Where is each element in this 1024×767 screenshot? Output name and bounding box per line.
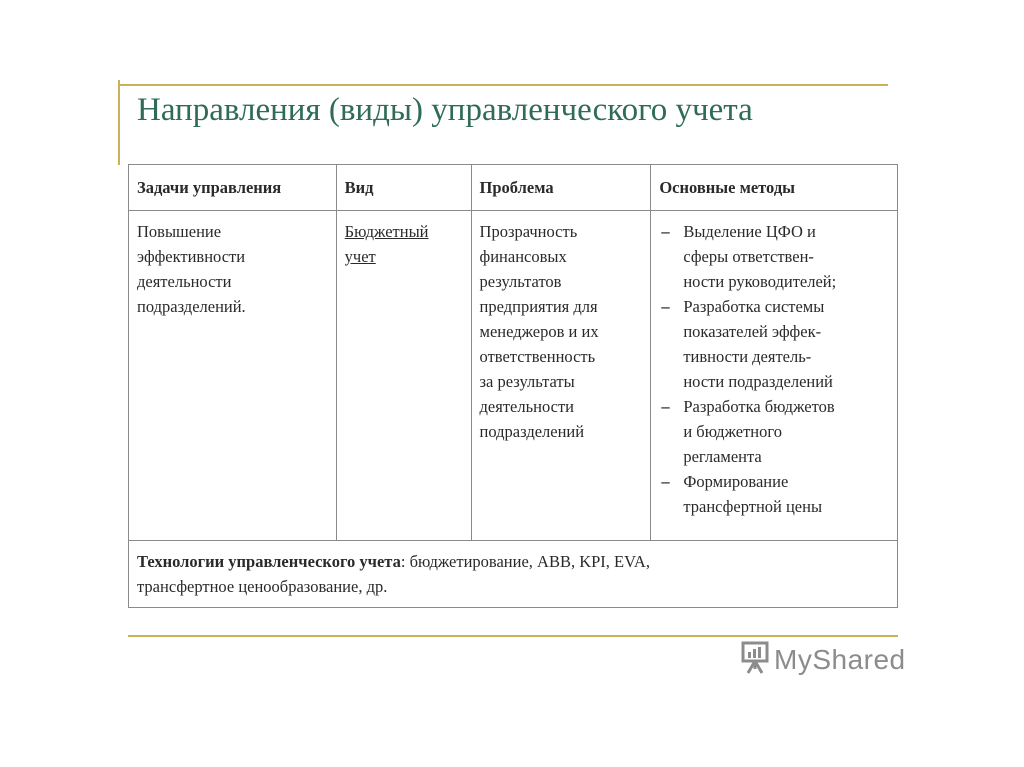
problem-line: предприятия для [479, 297, 598, 316]
accent-bottom-line [128, 635, 898, 637]
technologies-label: Технологии управленческого учета [137, 552, 401, 571]
method-line: регламента [683, 447, 762, 466]
technologies-text: : бюджетирование, ABB, KPI, EVA, [400, 552, 650, 571]
table-footer-row [129, 541, 898, 608]
task-line: Повышение [137, 222, 222, 241]
accent-top-line [118, 84, 888, 86]
task-line: деятельности [137, 272, 232, 291]
method-line: – Разработка системы [683, 297, 825, 316]
method-item [659, 219, 889, 294]
kind-line: Бюджетный [344, 222, 429, 241]
technologies-line-2: трансфертное ценообразование, др. [137, 577, 388, 596]
problem-line: менеджеров и их [479, 322, 599, 341]
header-kind: Вид [336, 165, 471, 211]
table-header-row [129, 165, 898, 211]
problem-line: ответственность [479, 347, 596, 366]
cell-kind [336, 211, 471, 541]
method-item [659, 294, 889, 394]
watermark-logo [740, 640, 906, 680]
problem-line: деятельности [479, 397, 574, 416]
cell-technologies [129, 541, 898, 608]
slide-title: Направления (виды) управленческого учета [137, 92, 753, 128]
kind-line: учет [344, 247, 376, 266]
methods-list [659, 219, 889, 519]
method-line: и бюджетного [683, 422, 782, 441]
problem-line: результатов [479, 272, 562, 291]
accent-vertical-line [118, 80, 120, 165]
problem-line: за результаты [479, 372, 575, 391]
method-line: – Разработка бюджетов [683, 397, 835, 416]
method-line: сферы ответствен- [683, 247, 814, 266]
method-line: показателей эффек- [683, 322, 822, 341]
method-item [659, 394, 889, 469]
method-line: тивности деятель- [683, 347, 812, 366]
method-line: – Формирование [683, 472, 789, 491]
cell-problem [471, 211, 651, 541]
cell-methods [651, 211, 898, 541]
problem-line: Прозрачность [479, 222, 578, 241]
presentation-board-icon [740, 640, 770, 681]
header-tasks: Задачи управления [129, 165, 337, 211]
header-problem: Проблема [471, 165, 651, 211]
technologies-line-1 [137, 549, 889, 574]
task-line: подразделений. [137, 297, 246, 316]
table-row [129, 211, 898, 541]
cell-task [129, 211, 337, 541]
header-methods: Основные методы [651, 165, 898, 211]
method-line: ности подразделений [683, 372, 833, 391]
method-line: трансфертной цены [683, 497, 823, 516]
problem-line: финансовых [479, 247, 567, 266]
accounting-table [128, 164, 898, 608]
method-item [659, 469, 889, 519]
task-line: эффективности [137, 247, 246, 266]
watermark-text: MyShared [774, 644, 906, 675]
problem-line: подразделений [479, 422, 585, 441]
method-line: ности руководителей; [683, 272, 837, 291]
method-line: – Выделение ЦФО и [683, 222, 816, 241]
